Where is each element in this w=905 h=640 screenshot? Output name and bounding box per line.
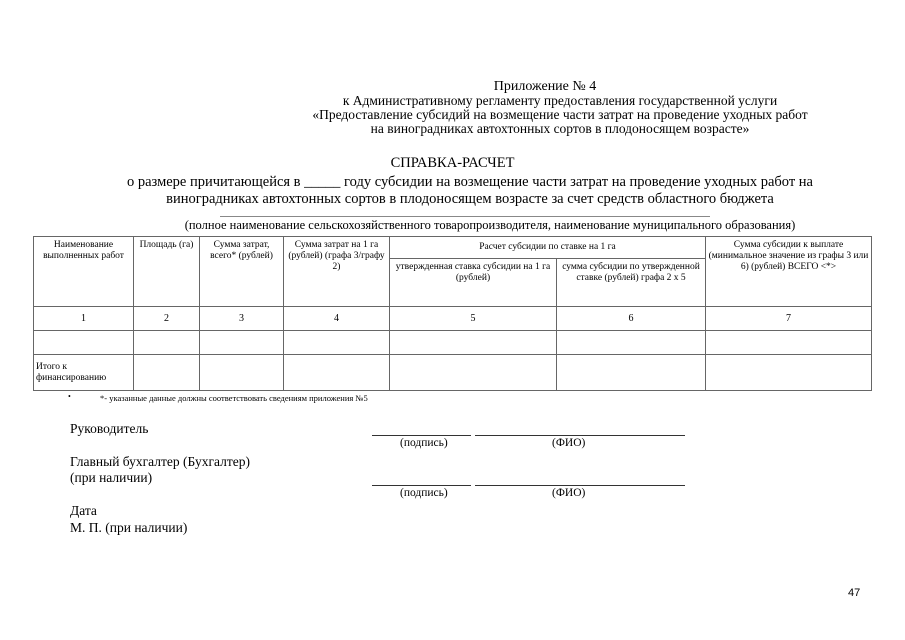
document-title: СПРАВКА-РАСЧЕТ [390, 155, 515, 171]
header-subsidy-calc: Расчет субсидии по ставке на 1 га [390, 237, 706, 259]
footnote-bullet: • [68, 392, 71, 401]
accountant-signature-line [372, 485, 471, 486]
col-number: 7 [706, 307, 872, 331]
header-cost-per-ha: Сумма затрат на 1 га (рублей) (графа 3/графу 2) [284, 237, 390, 307]
subsidy-table [33, 236, 872, 391]
table-cell [284, 355, 390, 391]
stamp-label: М. П. (при наличии) [70, 520, 188, 535]
header-rate-per-ha: утвержденная ставка субсидии на 1 га (рублей) [390, 259, 557, 307]
table-cell [390, 331, 557, 355]
table-cell [34, 331, 134, 355]
organization-caption: (полное наименование сельскохозяйственного товаропроизводителя, наименование муниципального образования) [184, 218, 796, 232]
accountant-sign-caption: (подпись) [400, 487, 448, 499]
table-cell [706, 331, 872, 355]
head-fio-line [475, 435, 685, 436]
col-number: 5 [390, 307, 557, 331]
organization-name-line [220, 216, 710, 217]
table-cell [284, 331, 390, 355]
subtitle-line-1: о размере причитающейся в _____ году субсидии на возмещение части затрат на проведение уходных работ на [126, 174, 813, 190]
header-total-cost: Сумма затрат, всего* (рублей) [200, 237, 284, 307]
accountant-fio-line [475, 485, 685, 486]
accountant-fio-caption: (ФИО) [552, 487, 586, 499]
appendix-line-2: «Предоставление субсидий на возмещение части затрат на проведение уходных работ [312, 107, 808, 122]
table-cell [390, 355, 557, 391]
accountant-label: Главный бухгалтер (Бухгалтер) [70, 454, 250, 469]
table-cell [200, 331, 284, 355]
col-number: 4 [284, 307, 390, 331]
appendix-line-3: на виноградниках автохтонных сортов в плодоносящем возрасте» [370, 121, 750, 136]
col-number: 2 [134, 307, 200, 331]
total-row [34, 355, 872, 391]
head-fio-caption: (ФИО) [552, 437, 586, 449]
table-cell [706, 355, 872, 391]
table-cell [134, 331, 200, 355]
table-row [34, 331, 872, 355]
accountant-note: (при наличии) [70, 470, 153, 485]
footnote: *- указанные данные должны соответствовать сведениям приложения №5 [100, 393, 368, 403]
header-subsidy-payout: Сумма субсидии к выплате (минимальное значение из графы 3 или 6) (рублей) ВСЕГО <*> [706, 237, 872, 307]
date-label: Дата [70, 503, 97, 518]
head-signature-line [372, 435, 471, 436]
table-cell [557, 355, 706, 391]
head-label: Руководитель [70, 421, 149, 436]
col-number: 6 [557, 307, 706, 331]
col-number: 1 [34, 307, 134, 331]
appendix-line-1: к Административному регламенту предоставления государственной услуги [342, 93, 778, 108]
appendix-number: Приложение № 4 [493, 79, 597, 94]
col-number: 3 [200, 307, 284, 331]
header-work-name: Наименование выполненных работ [34, 237, 134, 307]
subtitle-line-2: виноградниках автохтонных сортов в плодоносящем возрасте за счет средств областного бюджета [166, 191, 774, 207]
page-number: 47 [848, 587, 861, 599]
header-area: Площадь (га) [134, 237, 200, 307]
table-cell [200, 355, 284, 391]
table-cell [134, 355, 200, 391]
head-sign-caption: (подпись) [400, 437, 448, 449]
header-subsidy-amount: сумма субсидии по утвержденной ставке (рублей) графа 2 х 5 [557, 259, 706, 307]
table-cell [557, 331, 706, 355]
total-label: Итого к финансированию [34, 355, 134, 391]
